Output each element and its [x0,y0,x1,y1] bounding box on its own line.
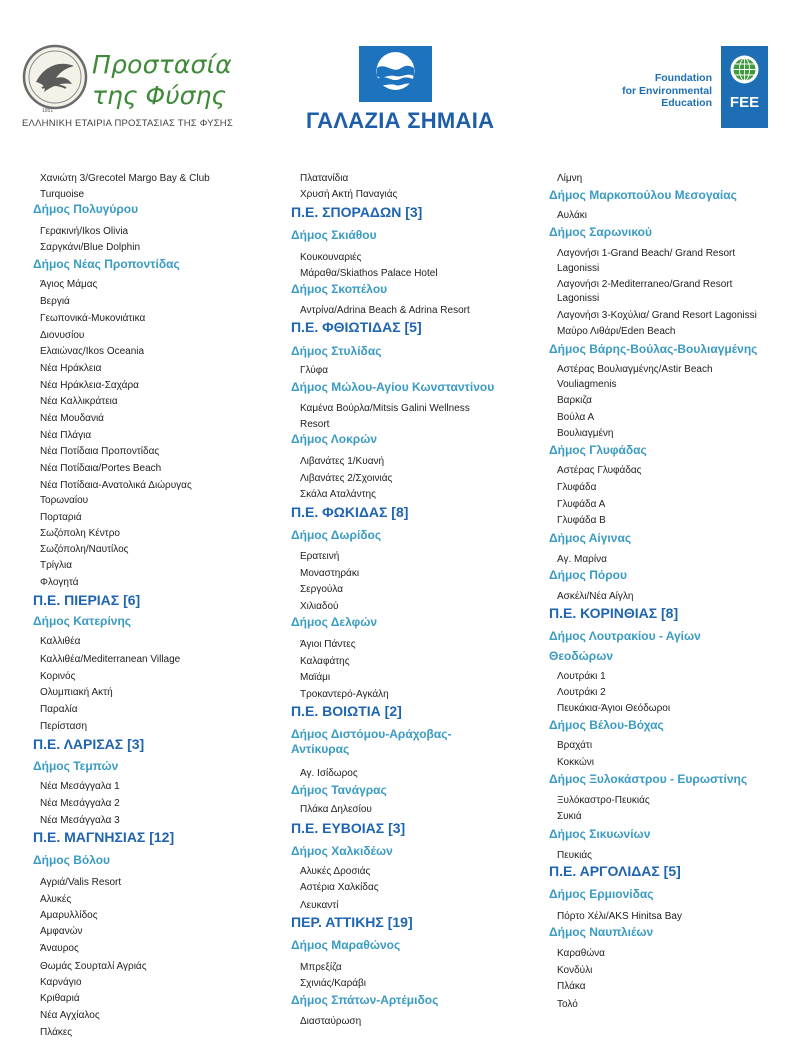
municipality-heading: Δήμος Μαρκοπούλου Μεσογαίας [549,188,737,202]
beach-name: Διονυσίου [40,330,85,341]
region-heading: Π.Ε. ΛΑΡΙΣΑΣ [3] [33,736,145,752]
municipality-heading: Δήμος Δωρίδος [291,528,382,542]
beach-name: Λαγονήσι 3-Κοχύλια/ Grand Resort Lagonissi [557,310,757,321]
beach-name: Vouliagmenis [557,379,617,390]
municipality-heading: Δήμος Σκιάθου [291,228,377,242]
beach-name: Ξυλόκαστρο-Πευκιάς [557,795,650,806]
beach-name: Καλλιθέα/Mediterranean Village [40,654,181,665]
municipality-heading: Δήμος Στυλίδας [291,344,382,358]
region-heading: Π.Ε. ΚΟΡΙΝΘΙΑΣ [8] [549,605,679,621]
municipality-heading: Δήμος Χαλκιδέων [291,844,393,858]
beach-name: Λουτράκι 1 [557,671,606,682]
beach-name: Lagonissi [557,293,600,304]
beach-name: Λαγονήσι 1-Grand Beach/ Grand Resort [557,248,736,259]
beach-name: Ολυμπιακή Ακτή [40,687,113,698]
municipality-heading: Δήμος Τεμπών [33,759,119,773]
region-heading: Π.Ε. ΑΡΓΟΛΙΔΑΣ [5] [549,863,681,879]
fee-badge [721,46,768,128]
municipality-heading: Δήμος Αίγινας [549,531,632,545]
beach-name: Γλυφάδα Α [557,499,606,510]
beach-name: Θωμάς Σουρταλί Αγριάς [40,961,147,972]
municipality-heading: Δήμος Μώλου-Αγίου Κωνσταντίνου [291,380,495,394]
municipality-heading: Δήμος Σκοπέλου [291,282,388,296]
beach-name: Γλυφάδα [557,482,597,493]
municipality-heading: Δήμος Διστόμου-Αράχοβας- [291,727,452,741]
beach-name: Λιβανάτες 2/Σχοινιάς [300,473,393,484]
blue-flag-logo [304,46,495,136]
municipality-heading: Δήμος Σαρωνικού [549,225,652,239]
municipality-heading: Δήμος Δελφών [291,615,377,629]
beach-name: Νέα Αγχίαλος [40,1010,100,1021]
page-header [0,0,785,140]
beach-name: Χιλιαδού [300,601,339,612]
beach-name: Αστέρια Χαλκίδας [300,882,379,893]
beach-name: Νέα Μεσάγγαλα 1 [40,781,120,792]
beach-name: Πλατανίδια [300,173,349,184]
municipality-heading: Δήμος Μαραθώνος [291,938,401,952]
beach-name: Κονδύλι [557,965,593,976]
ps-subtitle: ΕΛΛΗΝΙΚΗ ΕΤΑΙΡΙΑ ΠΡΟΣΤΑΣΙΑΣ ΤΗΣ ΦΥΣΗΣ [22,118,233,129]
beach-name: Σωζόπολη Κέντρο [40,528,120,539]
beach-name: Ασκέλι/Νέα Αίγλη [557,591,634,602]
beach-name: Νέα Ποτίδαια Προποντίδας [40,446,160,457]
beach-name: Resort [300,419,330,430]
beach-name: Πλάκα [557,981,586,992]
municipality-heading: Δήμος Κατερίνης [33,614,132,628]
beach-name: Φλογητά [40,577,79,588]
beach-name: Νέα Ηράκλεια-Σαχάρα [40,380,139,391]
blue-flag-icon [359,46,432,102]
beach-name: Σεργούλα [300,584,343,595]
beach-name: Λιβανάτες 1/Κυανή [300,456,385,467]
municipality-heading: Αντίκυρας [291,742,350,756]
beach-name: Πόρτο Χέλι/AKS Hinitsa Bay [557,911,682,922]
blue-flag-title: ΓΑΛΑΖΙΑ ΣΗΜΑΙΑ [306,108,495,133]
beach-name: Αγριά/Valis Resort [40,877,122,888]
municipality-heading: Δήμος Γλυφάδας [549,443,647,457]
region-heading: Π.Ε. ΦΘΙΩΤΙΔΑΣ [5] [291,319,422,335]
ps-title-line1: Προστασία [92,50,232,79]
municipality-heading: Δήμος Ξυλοκάστρου - Ευρωστίνης [549,772,748,786]
beach-name: Βεργιά [40,296,70,307]
municipality-heading: Δήμος Ναυπλιέων [549,925,654,939]
beach-name: Νέα Ποτίδαια-Ανατολικά Διώρυγας [40,480,192,491]
beach-name: Γερακινή/Ikos Olivia [40,226,129,237]
beach-name: Μάραθα/Skiathos Palace Hotel [300,268,438,279]
region-heading: Π.Ε. ΦΩΚΙΔΑΣ [8] [291,504,409,520]
beach-name: Μαύρο Λιθάρι/Eden Beach [557,326,676,337]
beach-name: Πευκιάς [557,850,592,861]
municipality-heading: Θεοδώρων [549,649,614,663]
municipality-heading: Δήμος Ερμιονίδας [549,887,654,901]
beach-name: Βουλιαγμένη [557,428,614,439]
beach-name: Σκάλα Αταλάντης [300,489,376,500]
beach-name: Γλυφάδα Β [557,515,606,526]
beach-name: Ελαιώνας/Ikos Oceania [40,346,145,357]
beach-name: Αμαρυλλίδος [40,910,98,921]
beach-name: Τρίγλια [40,560,73,571]
beach-name: Νέα Ηράκλεια [40,363,102,374]
beach-name: Αλυκές Δροσιάς [300,866,371,877]
region-heading: Π.Ε. ΒΟΙΩΤΙΑ [2] [291,703,402,719]
beach-name: Άγιος Μάμας [40,279,98,290]
beach-name: Μοναστηράκι [300,568,360,579]
municipality-heading: Δήμος Πολυγύρου [33,202,139,216]
beach-name: Κορινός [40,671,76,682]
beach-name: Παραλία [40,704,78,715]
beach-name: Χανιώτη 3/Grecotel Margo Bay & Club [40,173,210,184]
ps-title-line2: της Φύσης [92,81,227,110]
beach-name: Νέα Καλλικράτεια [40,396,118,407]
municipality-heading: Δήμος Πόρου [549,568,627,582]
beach-name: Πλάκα Δηλεσίου [300,804,372,815]
region-heading: ΠΕΡ. ΑΤΤΙΚΗΣ [19] [291,914,413,930]
ps-founding-year: 1951 [42,108,54,114]
municipality-heading: Δήμος Βόλου [33,853,111,867]
beach-name: Καλαφάτης [300,656,350,667]
beach-name: Καμένα Βούρλα/Mitsis Galini Wellness [300,403,470,414]
municipality-heading: Δήμος Βέλου-Βόχας [549,718,664,732]
beach-name: Άναυρος [40,943,79,954]
beach-name: Τολό [557,999,578,1010]
beach-name: Γλύφα [300,365,329,376]
fee-line2: for Environmental [622,84,712,97]
municipality-heading: Δήμος Τανάγρας [291,783,387,797]
beach-name: Λίμνη [557,173,583,184]
beach-name: Σαργκάνι/Blue Dolphin [40,242,141,253]
municipality-heading: Δήμος Λουτρακίου - Αγίων [549,629,701,643]
beach-name: Νέα Μεσάγγαλα 3 [40,815,120,826]
beach-name: Κουκουναριές [300,252,362,263]
municipality-heading: Δήμος Σπάτων-Αρτέμιδος [291,993,439,1007]
beach-name: Καρνάγιο [40,977,82,988]
beach-name: Νέα Ποτίδαια/Portes Beach [40,463,162,474]
beach-name: Αλυκές [40,894,72,905]
beach-name: Γεωπονικά-Μυκονιάτικα [40,313,146,324]
beach-name: Περίσταση [40,721,88,732]
fee-name [622,72,712,110]
municipality-heading: Δήμος Νέας Προποντίδας [33,257,180,271]
region-heading: Π.Ε. ΕΥΒΟΙΑΣ [3] [291,820,406,836]
beach-name: Πευκάκια-Άγιοι Θεόδωροι [557,703,671,714]
region-heading: Π.Ε. ΠΙΕΡΙΑΣ [6] [33,592,141,608]
beach-name: Νέα Μουδανιά [40,413,104,424]
municipality-heading: Δήμος Σικυωνίων [549,827,651,841]
beach-name: Συκιά [557,811,582,822]
beach-name: Αυλάκι [557,210,587,221]
fee-logo [620,46,770,130]
beach-name: Αστέρας Γλυφάδας [557,465,642,476]
beach-name: Λευκαντί [300,900,339,911]
beach-name: Σωζόπολη/Ναυτίλος [40,544,129,555]
beach-name: Σχινιάς/Καράβι [300,978,367,989]
beach-name: Χρυσή Ακτή Παναγιάς [300,189,398,200]
blue-flag-emblem [359,46,432,102]
nature-protection-logo [20,44,233,134]
globe-icon [729,54,760,85]
fee-label: FEE [729,94,760,111]
beach-name: Αμφανών [40,926,83,937]
beach-name: Αντρίνα/Adrina Beach & Adrina Resort [300,305,470,316]
region-heading: Π.Ε. ΜΑΓΝΗΣΙΑΣ [12] [33,829,175,845]
beach-name: Καραθώνα [557,948,605,959]
beach-name: Αστέρας Βουλιαγμένης/Astir Beach [557,364,713,375]
beach-name: Αγ. Μαρίνα [557,554,607,565]
bird-emblem-icon [22,44,88,110]
beach-name: Κριθαριά [40,993,80,1004]
beach-name: Μπρεξίζα [300,962,342,973]
beach-name: Αγ. Ισίδωρος [300,768,358,779]
beach-name: Turquoise [40,189,85,200]
beach-name: Μαϊάμι [300,672,331,683]
beach-name: Τροκαντερό-Αγκάλη [300,689,389,700]
beach-name: Lagonissi [557,263,600,274]
beach-name: Λαγονήσι 2-Mediterraneo/Grand Resort [557,279,733,290]
beach-name: Βαρκιζα [557,395,592,406]
municipality-heading: Δήμος Λοκρών [291,432,378,446]
beach-name: Πορταριά [40,512,82,523]
fee-line3: Education [661,97,712,109]
beach-name: Κοκκώνι [557,757,595,768]
beach-name: Άγιοι Πάντες [300,639,356,650]
beach-name: Νέα Μεσάγγαλα 2 [40,798,120,809]
beach-name: Λουτράκι 2 [557,687,606,698]
beach-name: Πλάκες [40,1027,73,1038]
beach-name: Νέα Πλάγια [40,430,92,441]
municipality-heading: Δήμος Βάρης-Βούλας-Βουλιαγμένης [549,342,758,356]
beach-name: Ερατεινή [300,551,340,562]
beach-name: Διασταύρωση [300,1016,362,1027]
fee-line1: Foundation [654,72,712,84]
beach-name: Τορωναίου [40,495,89,506]
beach-name: Καλλιθέα [40,636,81,647]
region-heading: Π.Ε. ΣΠΟΡΑΔΩΝ [3] [291,204,423,220]
beach-name: Βραχάτι [557,740,593,751]
beach-name: Βούλα Α [557,412,595,423]
